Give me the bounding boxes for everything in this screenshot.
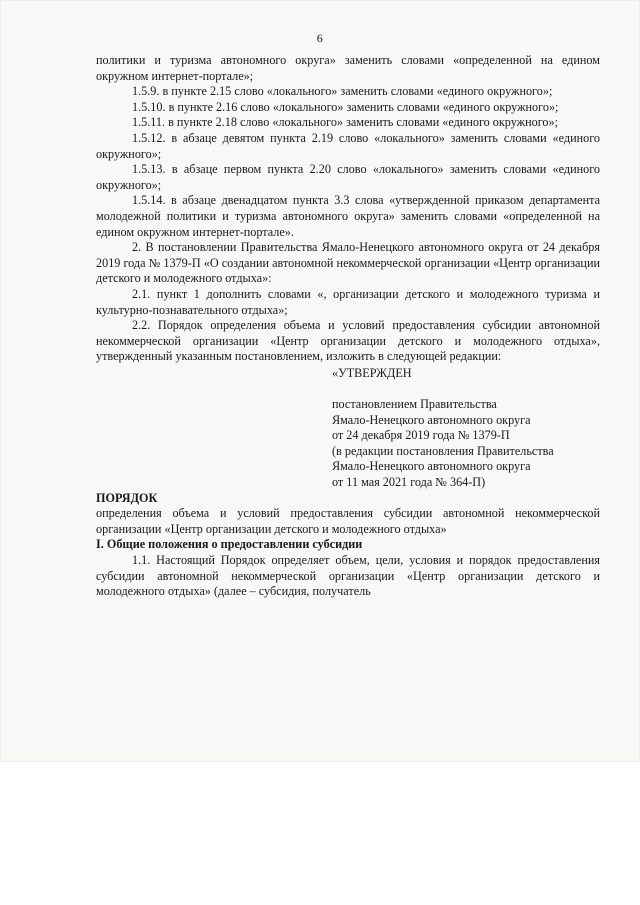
paragraph: 2. В постановлении Правительства Ямало-Ненецкого автономного округа от 24 декабря 2019 года № 1379-П «О создании автономной некоммерческой организации «Центр организации детского и молодежного отдыха»: <box>96 240 600 286</box>
approval-line: Ямало-Ненецкого автономного округа <box>332 459 531 474</box>
approval-line: (в редакции постановления Правительства <box>332 443 554 458</box>
approval-line: Ямало-Ненецкого автономного округа <box>332 412 531 427</box>
paragraph: политики и туризма автономного округа» заменить словами «определенной на едином окружном интернет-портале»; <box>96 53 600 83</box>
paragraph: 2.1. пункт 1 дополнить словами «, организации детского и молодежного туризма и культурно-познавательного отдыха»; <box>96 286 600 317</box>
spacer <box>332 381 600 397</box>
approval-line: от 11 мая 2021 года № 364-П) <box>332 475 486 490</box>
document-body <box>96 53 600 600</box>
approval-heading: «УТВЕРЖДЕН <box>332 365 412 380</box>
paragraph: 1.5.11. в пункте 2.18 слово «локального» заменить словами «единого окружного»; <box>132 115 558 130</box>
paragraph: 1.5.13. в абзаце первом пункта 2.20 слово «локального» заменить словами «единого окружного»; <box>96 162 600 192</box>
paragraph: 1.5.14. в абзаце двенадцатом пункта 3.3 слова «утвержденной приказом департамента молодежной политики и туризма автономного округа» заменить словами «определенной на едином окружном интернет-портале». <box>96 193 600 239</box>
approval-line: постановлением Правительства <box>332 397 497 412</box>
document-subtitle: определения объема и условий предоставления субсидии автономной некоммерческой организации «Центр организации детского и молодежного отдыха» <box>96 506 600 536</box>
document-title: ПОРЯДОК <box>96 490 158 505</box>
approval-line: от 24 декабря 2019 года № 1379-П <box>332 428 510 443</box>
paragraph: 1.5.9. в пункте 2.15 слово «локального» заменить словами «единого окружного»; <box>132 84 553 99</box>
approval-block <box>332 366 600 491</box>
page-number: 6 <box>316 31 324 45</box>
section-paragraph: 1.1. Настоящий Порядок определяет объем, цели, условия и порядок предоставления субсидии автономной некоммерческой организации «Центр организации детского и молодежного отдыха» (далее – субсидия, получатель <box>96 553 600 599</box>
paragraph: 1.5.10. в пункте 2.16 слово «локального» заменить словами «единого окружного»; <box>132 99 559 114</box>
paragraph: 2.2. Порядок определения объема и условий предоставления субсидии автономной некоммерческой организации «Центр организации детского и молодежного отдыха», утвержденный указанным постановлением, изложить в следующей редакции: <box>96 318 600 364</box>
paragraph: 1.5.12. в абзаце девятом пункта 2.19 слово «локального» заменить словами «единого окружного»; <box>96 130 600 161</box>
section-heading: I. Общие положения о предоставлении субсидии <box>96 537 363 552</box>
